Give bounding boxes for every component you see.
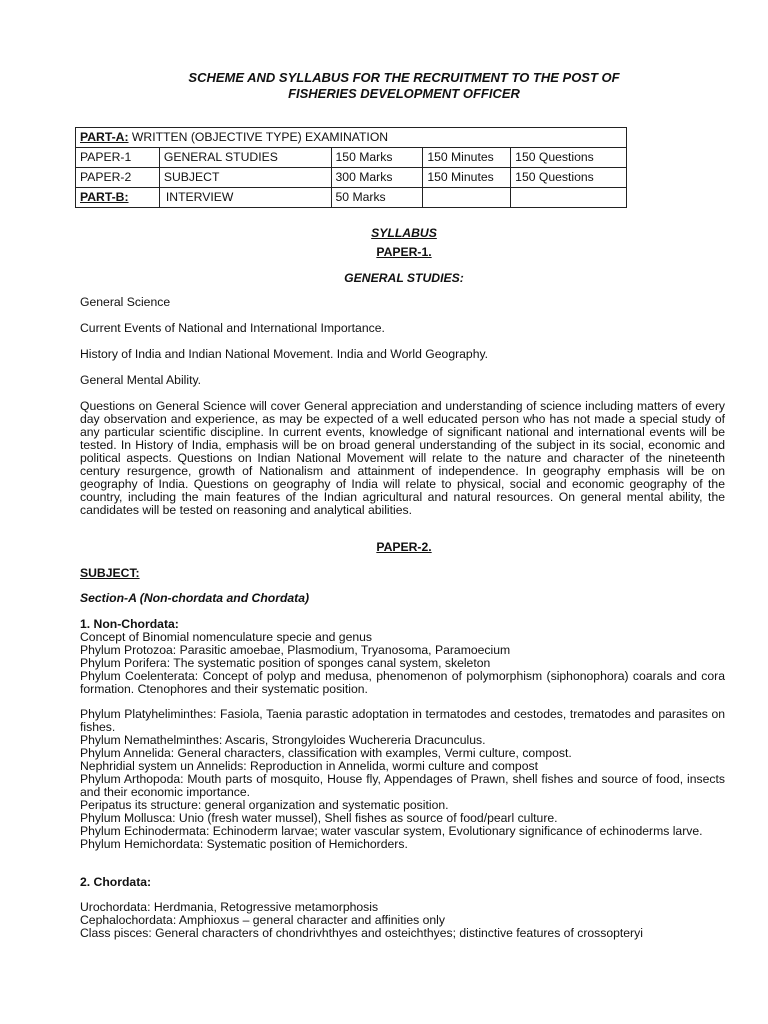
topic-general-science: General Science xyxy=(80,295,171,309)
general-studies-description: Questions on General Science will cover General appreciation and understanding of science including matters of every day observation and experience, as may be expected of a well educated person who has not made a special study of any particular scientific discipline. In current events, knowledge of significant national and international events will be tested. In History of India, emphasis will be on broad general understanding of the subject in its social, economic and political aspects. Questions on Indian National Movement will relate to the nature and character of the nineteenth century resurgence, growth of Nationalism and attainment of independence. In geography emphasis will be on geography of India. Questions on geography of India will relate to physical, social and economic geography of the country, including the main features of the Indian agricultural and natural resources. On general mental ability, the candidates will be tested on reasoning and analytical abilities. xyxy=(80,399,725,517)
list-item: Urochordata: Herdmania, Retogressive metamorphosis xyxy=(80,900,379,914)
subject-heading: SUBJECT: xyxy=(80,566,140,580)
marks-cell: 150 Marks xyxy=(331,148,423,168)
section-a-heading: Section-A (Non-chordata and Chordata) xyxy=(80,591,310,605)
list-item: Phylum Coelenterata: Concept of polyp and medusa, phenomenon of polymorphism (siphonophora) coarals and cora formation. Ctenophores and their systematic position. xyxy=(80,669,725,696)
list-item: Class pisces: General characters of chondrivhthyes and osteichthyes; distinctive features of crossopteryi xyxy=(80,926,643,940)
list-item: Phylum Hemichordata: Systematic position of Hemichorders. xyxy=(80,837,408,851)
subject-cell: SUBJECT xyxy=(159,168,331,188)
table-row xyxy=(76,148,627,168)
topic-mental-ability: General Mental Ability. xyxy=(80,373,202,387)
subject-cell: GENERAL STUDIES xyxy=(159,148,331,168)
list-item: Phylum Protozoa: Parasitic amoebae, Plasmodium, Tryanosoma, Paramoecium xyxy=(80,643,511,657)
title-line-1: SCHEME AND SYLLABUS FOR THE RECRUITMENT TO THE POST OF xyxy=(188,70,620,85)
paper-cell: PAPER-2 xyxy=(76,168,160,188)
time-cell xyxy=(423,188,511,208)
list-item: Cephalochordata: Amphioxus – general character and affinities only xyxy=(80,913,445,927)
marks-cell: 50 Marks xyxy=(331,188,423,208)
paper-cell: PAPER-1 xyxy=(76,148,160,168)
table-row xyxy=(76,188,627,208)
time-cell: 150 Minutes xyxy=(423,148,511,168)
list-item: Phylum Platyheliminthes: Fasiola, Taenia parastic adoptation in termatodes and cestodes, trematodes and parasites on fishes. xyxy=(80,707,725,734)
scheme-table xyxy=(75,127,627,208)
title-line-2: FISHERIES DEVELOPMENT OFFICER xyxy=(288,86,520,101)
paper-1-heading: PAPER-1. xyxy=(376,245,432,259)
list-item: Nephridial system un Annelids: Reproduction in Annelida, wormi culture and compost xyxy=(80,759,538,773)
list-item: Phylum Annelida: General characters, classification with examples, Vermi culture, compost. xyxy=(80,746,572,760)
part-a-text: WRITTEN (OBJECTIVE TYPE) EXAMINATION xyxy=(128,130,389,144)
non-chordata-phyla-block xyxy=(80,708,725,851)
document-title xyxy=(80,70,728,102)
part-a-label: PART-A: xyxy=(80,130,129,144)
chordata-heading: 2. Chordata: xyxy=(80,875,152,889)
list-item: Peripatus its structure: general organization and systematic position. xyxy=(80,798,449,812)
time-cell: 150 Minutes xyxy=(423,168,511,188)
list-item: Phylum Nemathelminthes: Ascaris, Strongyloides Wuchereria Dracunculus. xyxy=(80,733,486,747)
topic-current-events: Current Events of National and International Importance. xyxy=(80,321,385,335)
general-studies-heading: GENERAL STUDIES: xyxy=(344,271,464,285)
non-chordata-heading: 1. Non-Chordata: xyxy=(80,617,179,631)
topic-history: History of India and Indian National Movement. India and World Geography. xyxy=(80,347,489,361)
part-b-label: PART-B: xyxy=(80,190,129,204)
subject-cell: INTERVIEW xyxy=(159,188,331,208)
questions-cell xyxy=(511,188,627,208)
list-item: Phylum Echinodermata: Echinoderm larvae; water vascular system, Evolutionary significance of echinoderms larve. xyxy=(80,824,703,838)
part-b-cell xyxy=(76,188,160,208)
table-row xyxy=(76,168,627,188)
syllabus-heading: SYLLABUS xyxy=(371,226,437,240)
chordata-block xyxy=(80,901,740,940)
questions-cell: 150 Questions xyxy=(511,168,627,188)
paper-2-heading: PAPER-2. xyxy=(376,540,432,554)
part-a-cell xyxy=(76,128,627,148)
list-item: Phylum Mollusca: Unio (fresh water mussel), Shell fishes as source of food/pearl culture. xyxy=(80,811,558,825)
non-chordata-block xyxy=(80,618,725,696)
list-item: Phylum Porifera: The systematic position of sponges canal system, skeleton xyxy=(80,656,491,670)
list-item: Concept of Binomial nomenculature specie and genus xyxy=(80,630,373,644)
questions-cell: 150 Questions xyxy=(511,148,627,168)
list-item: Phylum Arthopoda: Mouth parts of mosquito, House fly, Appendages of Prawn, shell fishes and source of food, insects and their economic importance. xyxy=(80,772,725,799)
marks-cell: 300 Marks xyxy=(331,168,423,188)
table-row xyxy=(76,128,627,148)
